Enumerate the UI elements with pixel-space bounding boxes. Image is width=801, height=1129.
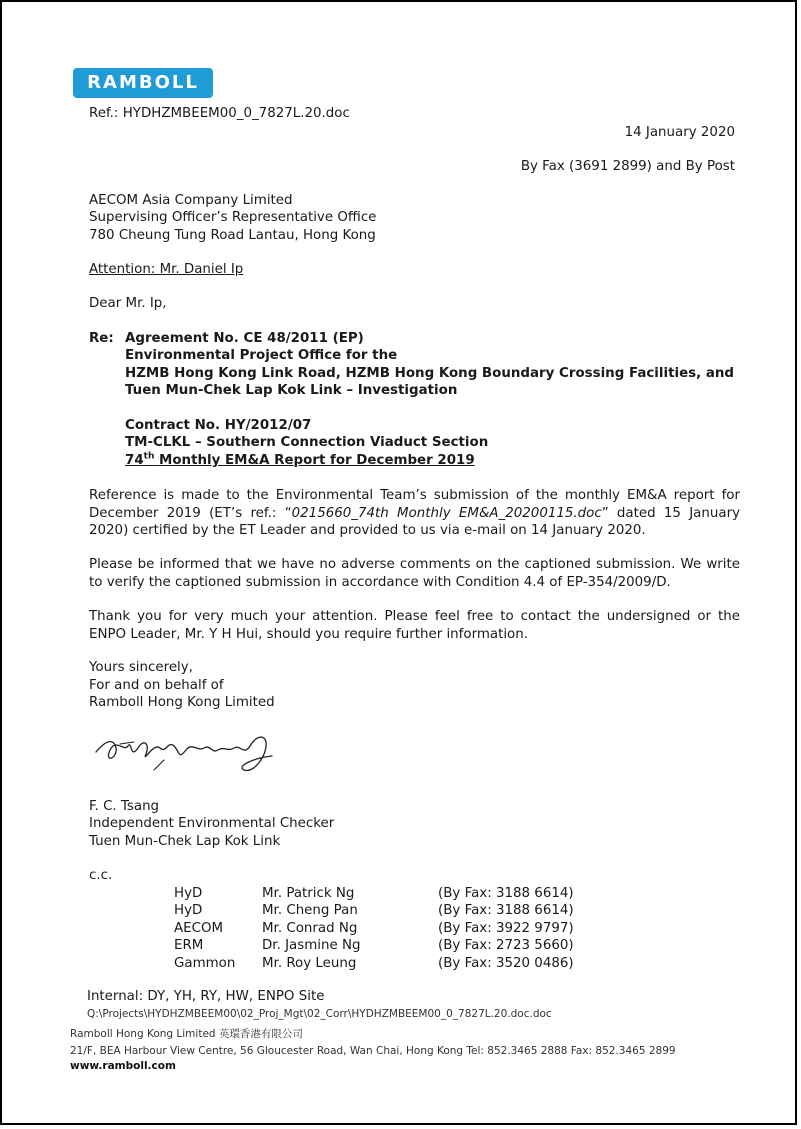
footer-website: www.ramboll.com — [70, 1060, 176, 1072]
attention-line: Attention: Mr. Daniel Ip — [89, 262, 244, 277]
cc-name: Mr. Cheng Pan — [262, 903, 358, 919]
on-behalf-line: For and on behalf of — [89, 678, 224, 693]
cc-row — [174, 920, 574, 937]
contract-section: TM-CLKL – Southern Connection Viaduct Section — [125, 435, 489, 450]
cc-name: Dr. Jasmine Ng — [262, 938, 361, 954]
et-reference-filename: 0215660_74th Monthly EM&A_20200115.doc — [291, 505, 602, 521]
paragraph-reference — [89, 487, 740, 540]
salutation: Dear Mr. Ip, — [89, 296, 167, 311]
subject-office: Environmental Project Office for the — [125, 348, 398, 363]
report-title-rest: Monthly EM&A Report for December 2019 — [154, 453, 475, 468]
cc-table — [174, 885, 574, 972]
signatory-title: Independent Environmental Checker — [89, 816, 335, 831]
cc-row — [174, 955, 574, 972]
report-number: 74 — [125, 453, 144, 468]
cc-fax: (By Fax: 3922 9797) — [438, 920, 574, 936]
paragraph-reference-end: ” dated 15 January 2020) certified by the ET Leader and provided to us via e-mail on 14 January 2020. — [89, 505, 740, 538]
recipient-company: AECOM Asia Company Limited — [89, 193, 293, 208]
reference-line: Ref.: HYDHZMBEEM00_0_7827L.20.doc — [89, 106, 350, 121]
ramboll-logo: RAMBOLL — [73, 68, 213, 98]
signatory-project: Tuen Mun-Chek Lap Kok Link — [89, 834, 281, 849]
report-ordinal: th — [143, 451, 155, 462]
cc-fax: (By Fax: 3188 6614) — [438, 903, 574, 919]
report-title — [125, 452, 475, 470]
file-path: Q:\Projects\HYDHZMBEEM00\02_Proj_Mgt\02_Corr\HYDHZMBEEM00_0_7827L.20.doc.doc — [87, 1008, 552, 1020]
company-line: Ramboll Hong Kong Limited — [89, 695, 275, 710]
cc-org: Gammon — [174, 955, 236, 971]
cc-fax: (By Fax: 2723 5660) — [438, 938, 574, 954]
cc-name: Mr. Patrick Ng — [262, 886, 355, 901]
paragraph-no-comments: Please be informed that we have no adverse comments on the captioned submission. We write to verify the captioned submission in accordance with Condition 4.4 of EP-354/2009/D. — [89, 557, 740, 590]
cc-label: c.c. — [89, 868, 113, 883]
cc-row — [174, 902, 574, 919]
contract-number: Contract No. HY/2012/07 — [125, 418, 312, 433]
delivery-method: By Fax (3691 2899) and By Post — [520, 159, 735, 174]
cc-org: HyD — [174, 903, 203, 919]
subject-projects: HZMB Hong Kong Link Road, HZMB Hong Kong Boundary Crossing Facilities, and — [125, 366, 735, 381]
cc-fax: (By Fax: 3520 0486) — [438, 955, 574, 971]
cc-org: HyD — [174, 886, 203, 901]
cc-row — [174, 937, 574, 954]
signatory-name: F. C. Tsang — [89, 799, 160, 814]
cc-org: AECOM — [174, 920, 224, 936]
paragraph-reference-start: Reference is made to the Environmental Team’s submission of the monthly EM&A report for December 2019 (ET’s ref.: “ — [89, 488, 740, 521]
closing-line: Yours sincerely, — [89, 660, 193, 675]
recipient-address: 780 Cheung Tung Road Lantau, Hong Kong — [89, 228, 376, 243]
cc-org: ERM — [174, 938, 204, 954]
re-label: Re: — [89, 331, 114, 346]
footer-company: Ramboll Hong Kong Limited 英環香港有限公司 — [70, 1028, 303, 1040]
letter-date: 14 January 2020 — [624, 125, 735, 140]
paragraph-thanks: Thank you for very much your attention. Please feel free to contact the undersigned or the ENPO Leader, Mr. Y H Hui, should you require further information. — [89, 609, 740, 642]
cc-fax: (By Fax: 3188 6614) — [438, 886, 574, 901]
recipient-office: Supervising Officer’s Representative Office — [89, 210, 377, 225]
handwritten-signature — [94, 730, 284, 782]
subject-investigation: Tuen Mun-Chek Lap Kok Link – Investigation — [125, 383, 458, 398]
internal-distribution: Internal: DY, YH, RY, HW, ENPO Site — [87, 989, 325, 1004]
subject-agreement: Agreement No. CE 48/2011 (EP) — [125, 331, 364, 346]
cc-name: Mr. Roy Leung — [262, 955, 357, 971]
cc-row — [174, 885, 574, 902]
cc-name: Mr. Conrad Ng — [262, 920, 358, 936]
footer-address: 21/F, BEA Harbour View Centre, 56 Gloucester Road, Wan Chai, Hong Kong Tel: 852.3465 2888 Fax: 852.3465 2899 — [70, 1045, 676, 1057]
